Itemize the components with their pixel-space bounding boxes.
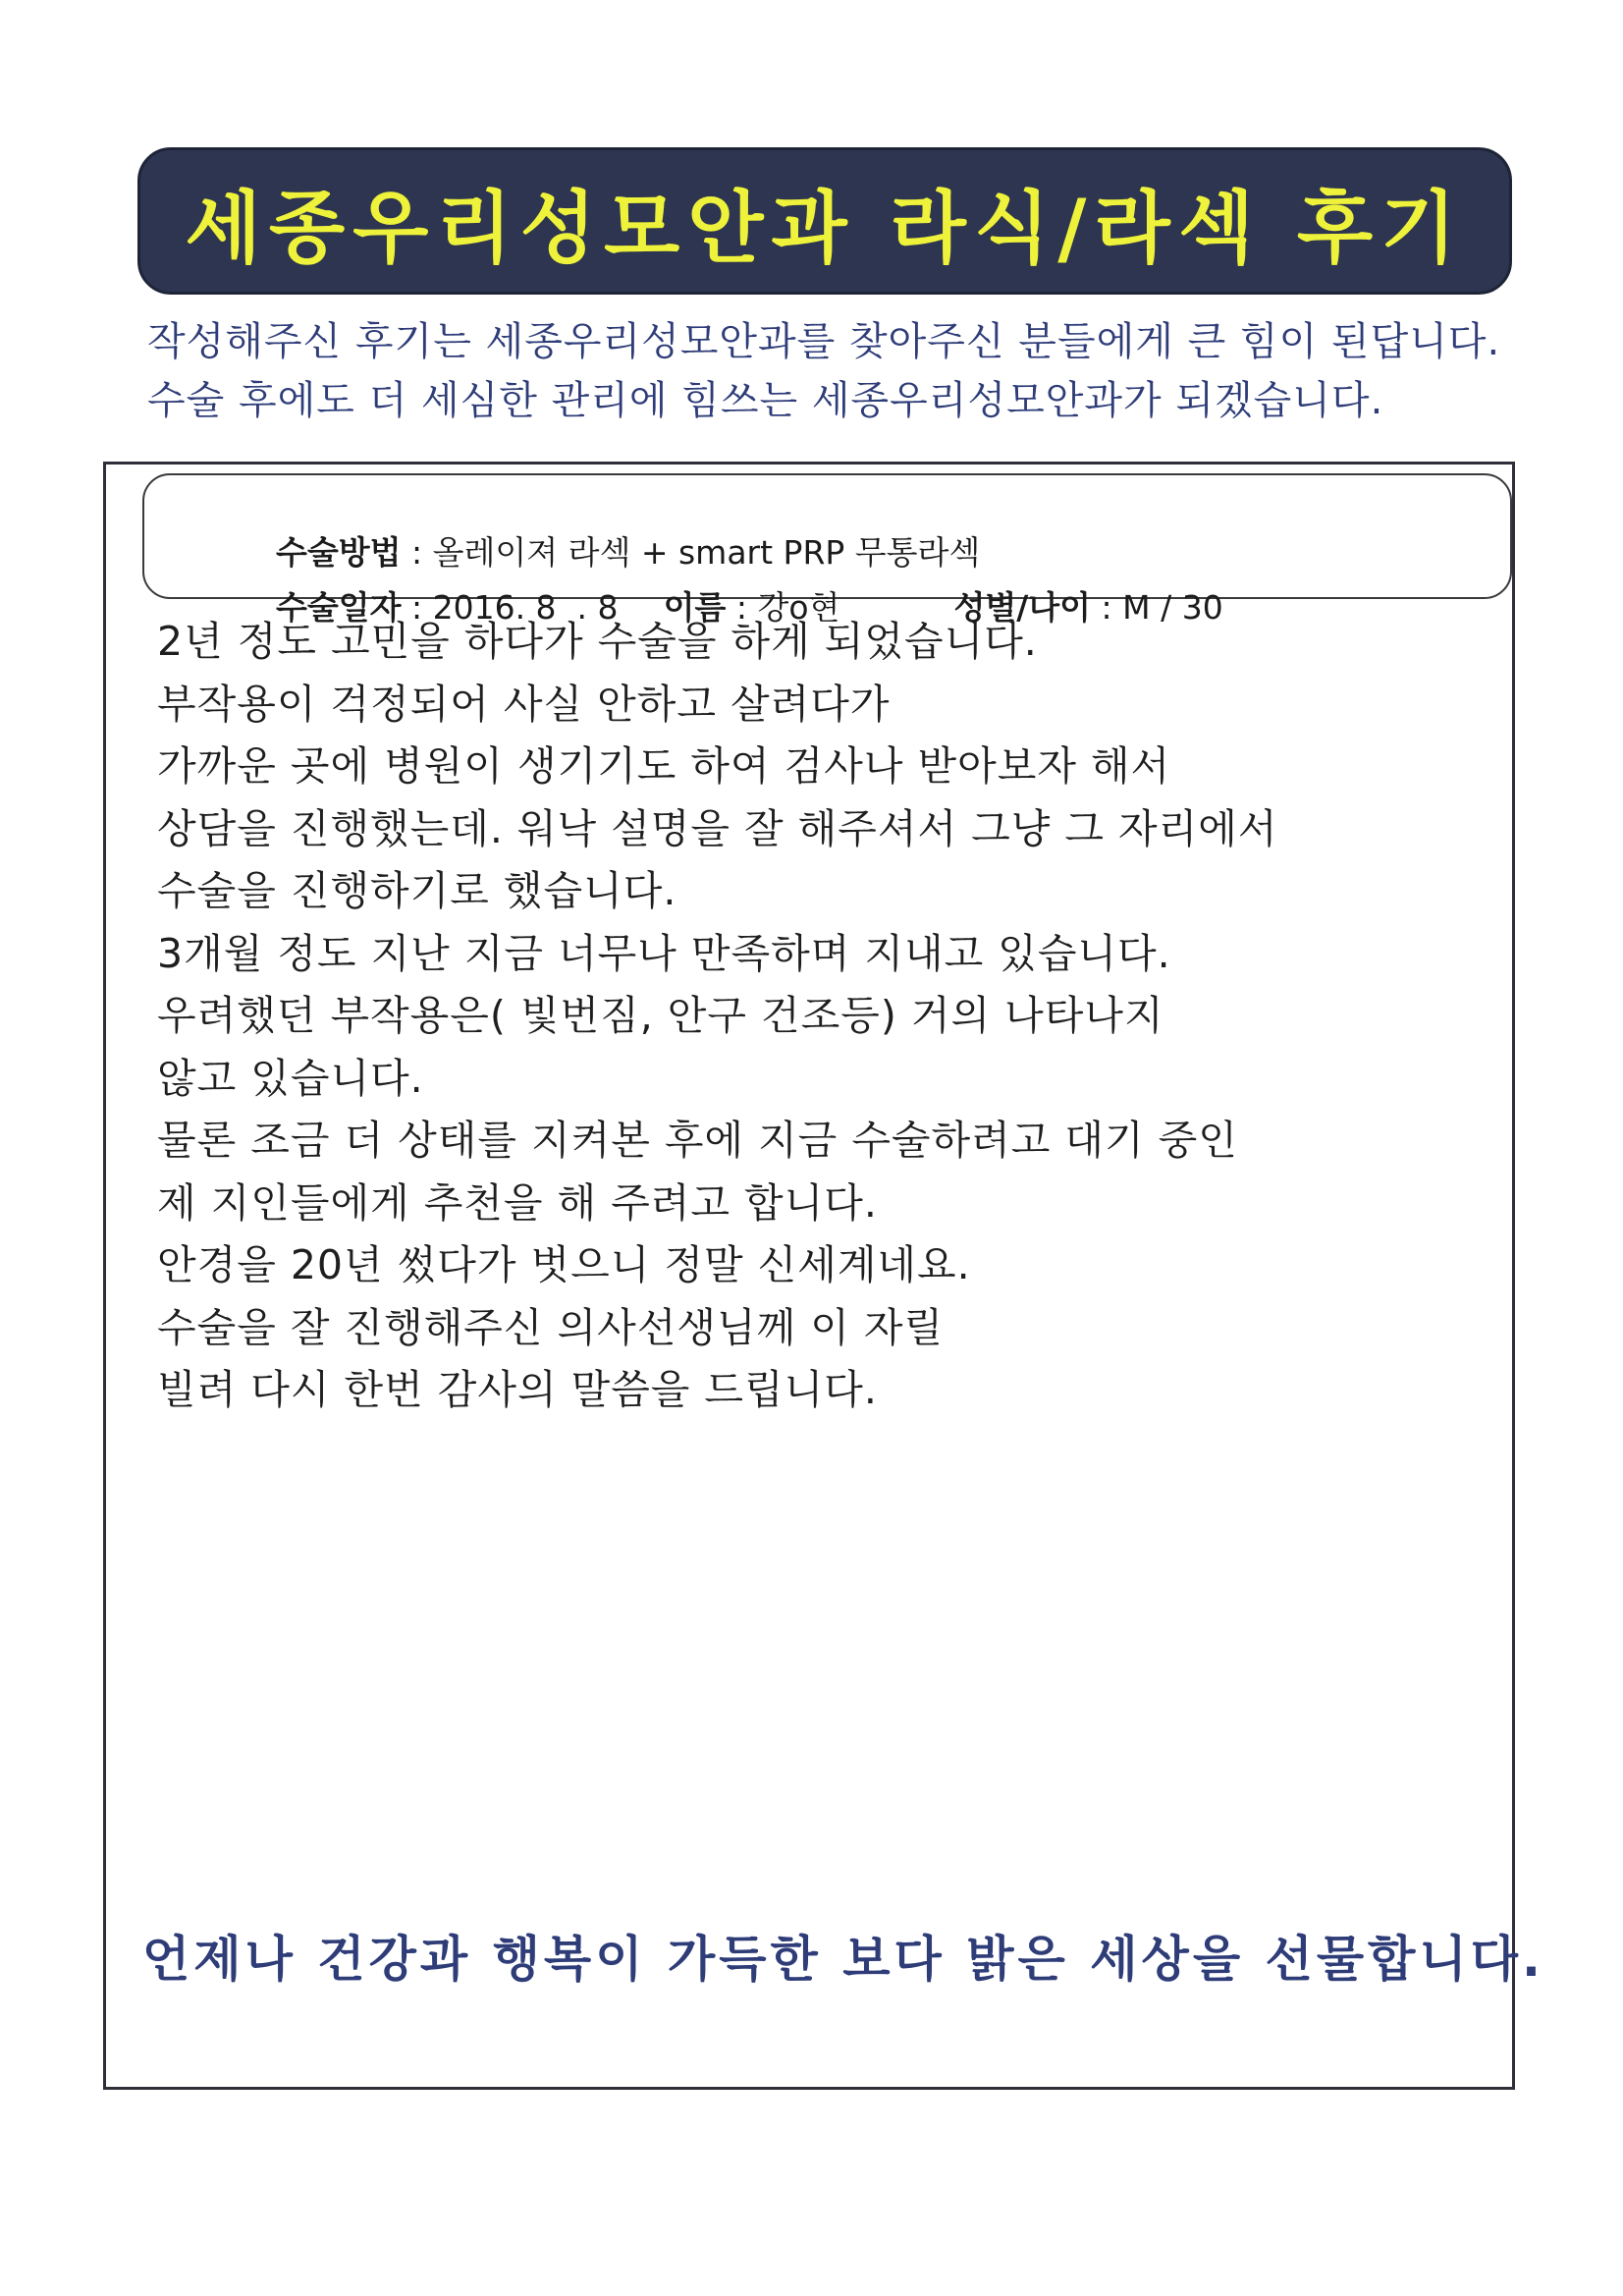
separator: : [1091,588,1123,627]
review-line: 빌려 다시 한번 감사의 말씀을 드립니다. [157,1366,878,1413]
surgery-date-label: 수술일자 [275,588,402,627]
separator: : [401,533,433,572]
review-line: 제 지인들에게 추천을 해 주려고 합니다. [157,1178,878,1227]
review-body [157,611,1473,1422]
review-line: 않고 있습니다. [157,1054,424,1102]
title-banner [137,147,1512,295]
review-line: 수술을 잘 진행해주신 의사선생님께 이 자릴 [157,1303,945,1351]
page-title: 세종우리성모안과 라식/라섹 후기 [185,182,1465,274]
footer-slogan: 언제나 건강과 행복이 가득한 보다 밝은 세상을 선물합니다. [142,1931,1545,1988]
intro-line: 수술 후에도 더 세심한 관리에 힘쓰는 세종우리성모안과가 되겠습니다. [147,378,1384,423]
review-line: 우려했던 부작용은( 빛번짐, 안구 건조등) 거의 나타나지 [157,992,1164,1039]
review-line: 부작용이 걱정되어 사실 안하고 살려다가 [157,680,891,728]
review-line: 안경을 20년 썼다가 벗으니 정말 신세계네요. [157,1241,971,1288]
intro-text [147,312,1542,430]
gender-age-value: M / 30 [1122,588,1223,627]
review-line: 상담을 진행했는데. 워낙 설명을 잘 해주셔서 그냥 그 자리에서 [157,804,1278,852]
surgery-info-box [142,473,1512,627]
gender-age-label: 성별/나이 [953,588,1092,627]
surgery-method-value: 올레이져 라섹 + smart PRP 무통라섹 [432,533,981,572]
surgery-date-value: 2016. 8 . 8 [432,588,619,627]
review-line: 가까운 곳에 병원이 생기기도 하여 검사나 받아보자 해서 [157,742,1171,790]
review-line: 수술을 진행하기로 했습니다. [157,867,677,914]
surgery-method-label: 수술방법 [275,533,402,572]
separator: : [401,588,433,627]
patient-name-label: 이름 [663,588,727,627]
separator: : [726,588,758,627]
intro-line: 작성해주신 후기는 세종우리성모안과를 찾아주신 분들에게 큰 힘이 된답니다. [147,319,1501,364]
patient-name-value: 강o현 [757,588,840,627]
review-line: 물론 조금 더 상태를 지켜본 후에 지금 수술하려고 대기 중인 [157,1117,1238,1164]
review-line: 3개월 정도 지난 지금 너무나 만족하며 지내고 있습니다. [157,929,1171,977]
review-line: 2년 정도 고민을 하다가 수술을 하게 되었습니다. [157,618,1038,665]
